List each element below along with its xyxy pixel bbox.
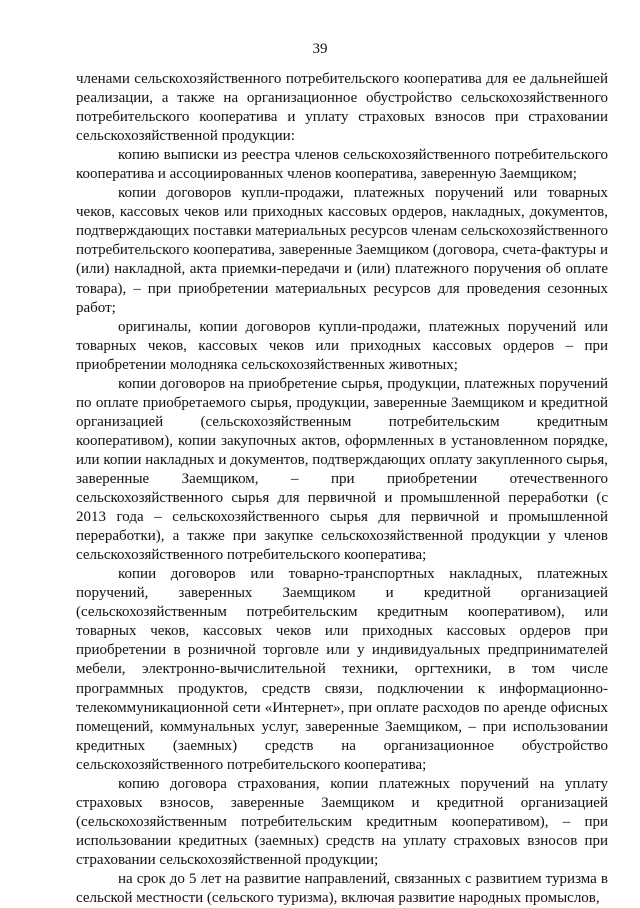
paragraph: оригиналы, копии договоров купли-продажи, платежных поручений или товарных чеков, кассовых чеков или приходных кассовых ордеров – при приобретении молодняка сельскохозяйственных животных;	[76, 318, 608, 373]
paragraph: на срок до 5 лет на развитие направлений, связанных с развитием туризма в сельской местности (сельского туризма), включая развитие народных промыслов,	[76, 870, 608, 907]
paragraph: копии договоров или товарно-транспортных накладных, платежных поручений, заверенных Заемщиком и кредитной организацией (сельскохозяйственным потребительским кредитным кооперативом), или товарных чеков, кассовых чеков или приходных кассовых ордеров при приобретении в розничной торговле или у индивидуальных предпринимателей мебели, электронно-вычислительной техники, оргтехники, в том числе программных продуктов, средств связи, подключении к информационно-телекоммуникационной сети «Интернет», при оплате расходов по аренде офисных помещений, коммунальных услуг, заверенные Заемщиком, – при использовании кредитных (заемных) средств на организационное обустройство сельскохозяйственного потребительского кооператива;	[76, 566, 608, 773]
paragraph: копию выписки из реестра членов сельскохозяйственного потребительского кооператива и ассоциированных членов кооператива, заверенную Заемщиком;	[76, 147, 608, 183]
document-body	[76, 70, 608, 908]
paragraph: копию договора страхования, копии платежных поручений на уплату страховых взносов, заверенные Заемщиком и кредитной организацией (сельскохозяйственным потребительским кредитным кооперативом), – при использовании кредитных (заемных) средств на уплату страховых взносов при страховании сельскохозяйственной продукции;	[76, 775, 608, 868]
paragraph: копии договоров купли-продажи, платежных поручений или товарных чеков, кассовых чеков или приходных кассовых ордеров, накладных, документов, подтверждающих поставки материальных ресурсов членам сельскохозяйственного потребительского кооператива, заверенные Заемщиком (договора, счета-фактуры и (или) накладной, акта приемки-передачи и (или) платежного поручения об оплате товара), – при приобретении материальных ресурсов для проведения сезонных работ;	[76, 185, 608, 316]
paragraph: копии договоров на приобретение сырья, продукции, платежных поручений по оплате приобретаемого сырья, продукции, заверенные Заемщиком и кредитной организацией (сельскохозяйственным потребительским кредитным кооперативом), копии закупочных актов, оформленных в установленном порядке, или копии накладных и документов, подтверждающих оплату закупленного сырья, заверенные Заемщиком, – при приобретении отечественного сельскохозяйственного сырья для первичной и промышленной переработки (с 2013 года – сельскохозяйственного сырья для первичной и промышленной переработки), а также при закупке сельскохозяйственной продукции у членов сельскохозяйственного потребительского кооператива;	[76, 375, 608, 564]
page-number: 39	[312, 41, 328, 57]
paragraph: членами сельскохозяйственного потребительского кооператива для ее дальнейшей реализации, а также на организационное обустройство сельскохозяйственного потребительского кооператива и уплату страховых взносов при страховании сельскохозяйственной продукции:	[76, 71, 608, 145]
